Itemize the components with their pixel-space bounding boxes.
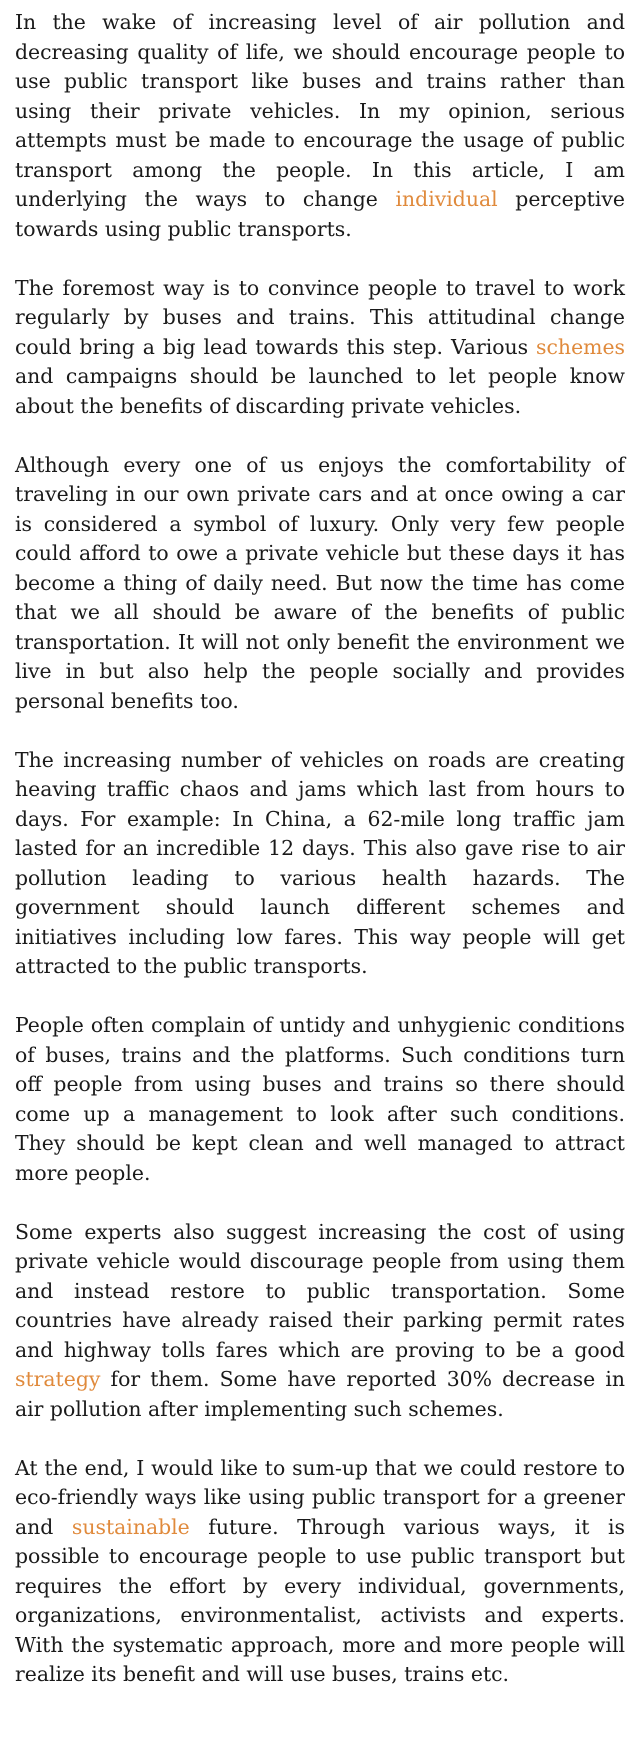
paragraph-5 (15, 1011, 625, 1188)
paragraph-text: Some experts also suggest increasing the cost of using private vehicle would discourage people from using them and instead restore to public transportation. Some countries have already raised their parking permit rates and highway tolls fares which are proving to be a good (15, 1219, 625, 1362)
paragraph-text: future. Through various ways, it is possible to encourage people to use public transport but requires the effort by every individual, governments, organizations, environmentalist, activists and experts. With the systematic approach, more and more people will realize its benefit and will use buses, trains etc. (15, 1514, 625, 1686)
paragraph-1 (15, 8, 625, 244)
paragraph-text: At the end, I would like to sum-up that we could restore to eco-friendly ways like using public transport for a greener and (15, 1455, 625, 1539)
paragraph-text: The foremost way is to convince people to travel to work regularly by buses and trains. This attitudinal change could bring a big lead towards this step. Various (15, 275, 625, 359)
highlighted-term: sustainable (71, 1514, 190, 1539)
paragraph-2 (15, 274, 625, 422)
paragraph-text: and campaigns should be launched to let people know about the benefits of discarding private vehicles. (15, 364, 625, 418)
paragraph-4 (15, 746, 625, 982)
paragraph-7 (15, 1454, 625, 1690)
paragraph-text: for them. Some have reported 30% decrease in air pollution after implementing such schemes. (15, 1367, 625, 1421)
paragraph-text: Although every one of us enjoys the comfortability of traveling in our own private cars and at once owing a car is considered a symbol of luxury. Only very few people could afford to owe a private vehicle but these days it has become a thing of daily need. But now the time has come that we all should be aware of the benefits of public transportation. It will not only benefit the environment we live in but also help the people socially and provides personal benefits too. (15, 452, 625, 713)
paragraph-text: The increasing number of vehicles on roads are creating heaving traffic chaos and jams which last from hours to days. For example: In China, a 62-mile long traffic jam lasted for an incredible 12 days. This also gave rise to air pollution leading to various health hazards. The government should launch different schemes and initiatives including low fares. This way people will get attracted to the public transports. (15, 747, 625, 978)
paragraph-3 (15, 451, 625, 717)
paragraph-text: perceptive towards using public transports. (15, 187, 625, 241)
paragraph-text: In the wake of increasing level of air pollution and decreasing quality of life, we should encourage people to use public transport like buses and trains rather than using their private vehicles. In my opinion, serious attempts must be made to encourage the usage of public transport among the people. In this article, I am underlying the ways to change (15, 10, 625, 211)
paragraph-text: People often complain of untidy and unhygienic conditions of buses, trains and the platforms. Such conditions turn off people from using buses and trains so there should come up a management to look after such conditions. They should be kept clean and well managed to attract more people. (15, 1013, 625, 1185)
highlighted-term: individual (395, 187, 498, 211)
highlighted-term: schemes (536, 334, 625, 359)
paragraph-6 (15, 1218, 625, 1425)
highlighted-term: strategy (15, 1367, 101, 1391)
